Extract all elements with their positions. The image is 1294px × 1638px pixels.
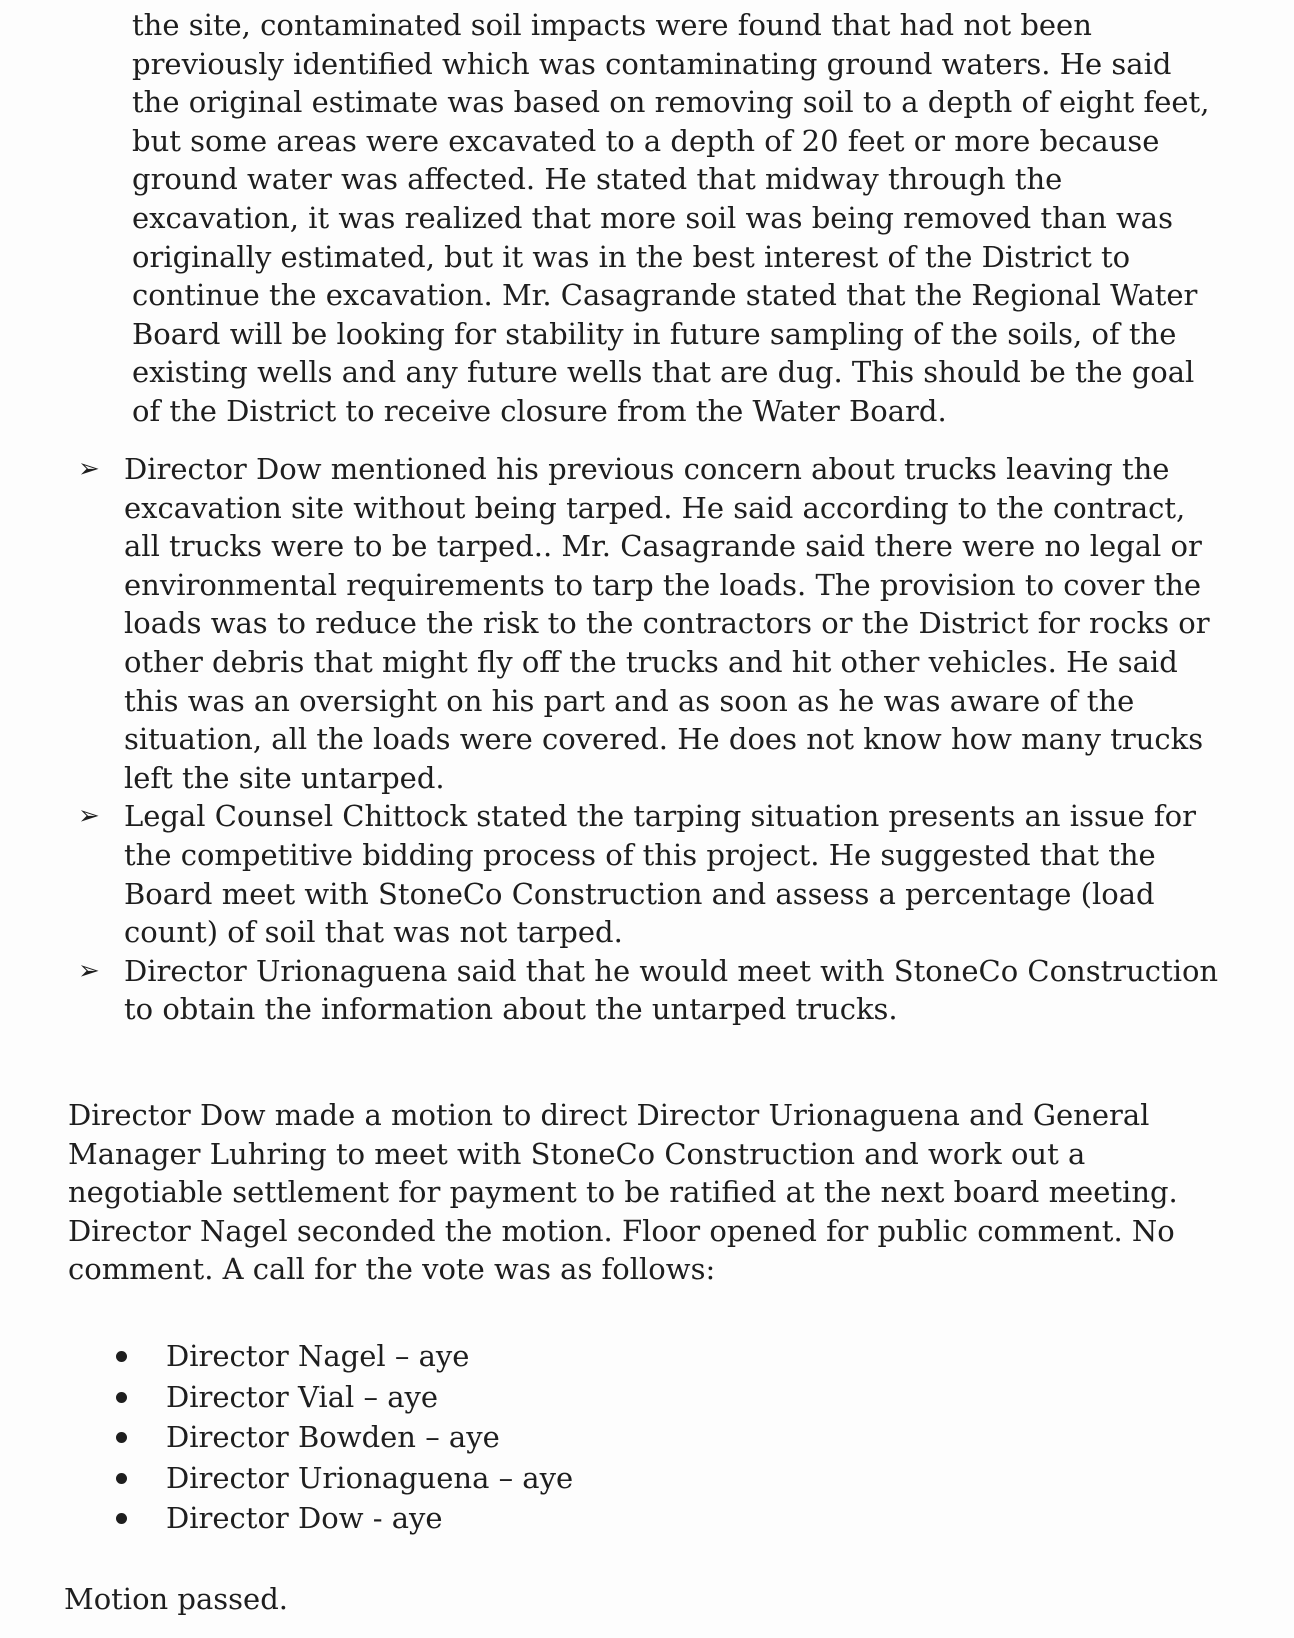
paragraph-line: existing wells and any future wells that are dug. This should be the goal (132, 355, 1195, 390)
list-item-line: other debris that might fly off the trucks and hit other vehicles. He said (124, 644, 1178, 679)
paragraph-line: Director Dow made a motion to direct Director Urionaguena and General (68, 1098, 1150, 1132)
paragraph-line: the site, contaminated soil impacts were found that had not been (132, 8, 1092, 42)
paragraph-line: ground water was affected. He stated that midway through the (132, 162, 1063, 197)
vote-list-item (116, 1377, 573, 1418)
paragraph-line: Manager Luhring to meet with StoneCo Construction and work out a (68, 1136, 1086, 1171)
list-item-line: environmental requirements to tarp the loads. The provision to cover the (124, 567, 1202, 602)
vote-list-item (116, 1417, 573, 1458)
paragraph-line: Director Nagel seconded the motion. Floor opened for public comment. No (68, 1213, 1175, 1248)
list-item-line: left the site untarped. (124, 760, 445, 795)
list-item-line: this was an oversight on his part and as soon as he was aware of the (124, 683, 1135, 718)
list-item-line: all trucks were to be tarped.. Mr. Casagrande said there were no legal or (124, 529, 1202, 564)
continuation-paragraph (132, 6, 1272, 431)
paragraph-line: of the District to receive closure from the Water Board. (132, 393, 947, 428)
round-bullet-icon (116, 1351, 127, 1362)
paragraph-line: previously identified which was contaminating ground waters. He said (132, 46, 1172, 81)
motion-paragraph (68, 1096, 1268, 1289)
paragraph-line: Board will be looking for stability in future sampling of the soils, of the (132, 316, 1177, 351)
list-item-line: to obtain the information about the untarped trucks. (124, 992, 898, 1027)
vote-text: Director Bowden – aye (166, 1420, 500, 1454)
paragraph-line: negotiable settlement for payment to be ratified at the next board meeting. (68, 1175, 1178, 1210)
paragraph-line: the original estimate was based on removing soil to a depth of eight feet, (132, 85, 1210, 120)
arrow-list-item (76, 952, 1276, 1029)
arrow-bullet-icon: ➢ (78, 955, 100, 986)
arrow-bullet-icon: ➢ (78, 801, 100, 832)
paragraph-line: continue the excavation. Mr. Casagrande stated that the Regional Water (132, 278, 1198, 313)
vote-list-item (116, 1336, 573, 1377)
paragraph-line: excavation, it was realized that more soil was being removed than was (132, 200, 1173, 235)
motion-result: Motion passed. (64, 1582, 288, 1616)
round-bullet-icon (116, 1392, 127, 1403)
vote-text: Director Vial – aye (166, 1379, 439, 1414)
vote-list-item (116, 1458, 573, 1499)
list-item-line: Director Urionaguena said that he would meet with StoneCo Construction (124, 953, 1219, 988)
paragraph-line: originally estimated, but it was in the best interest of the District to (132, 239, 1131, 274)
arrow-bullet-list (76, 450, 1276, 1029)
vote-text: Director Dow - aye (166, 1501, 443, 1535)
round-bullet-icon (116, 1432, 127, 1443)
vote-text: Director Urionaguena – aye (166, 1460, 574, 1495)
list-item-line: situation, all the loads were covered. He does not know how many trucks (124, 722, 1204, 757)
list-item-line: Director Dow mentioned his previous concern about trucks leaving the (124, 452, 1170, 486)
paragraph-line: but some areas were excavated to a depth of 20 feet or more because (132, 123, 1160, 158)
arrow-list-item (76, 797, 1276, 951)
list-item-line: Board meet with StoneCo Construction and assess a percentage (load (124, 876, 1155, 911)
list-item-line: the competitive bidding process of this project. He suggested that the (124, 837, 1156, 872)
list-item-line: count) of soil that was not tarped. (124, 915, 623, 950)
arrow-list-item (76, 450, 1276, 797)
vote-list-item (116, 1498, 573, 1539)
list-item-line: Legal Counsel Chittock stated the tarping situation presents an issue for (124, 799, 1196, 834)
vote-text: Director Nagel – aye (166, 1339, 470, 1373)
arrow-bullet-icon: ➢ (78, 454, 100, 484)
paragraph-line: comment. A call for the vote was as follows: (68, 1252, 716, 1287)
list-item-line: loads was to reduce the risk to the contractors or the District for rocks or (124, 606, 1210, 641)
vote-list (116, 1336, 573, 1539)
list-item-line: excavation site without being tarped. He said according to the contract, (124, 490, 1186, 525)
round-bullet-icon (116, 1513, 127, 1524)
round-bullet-icon (116, 1473, 127, 1484)
